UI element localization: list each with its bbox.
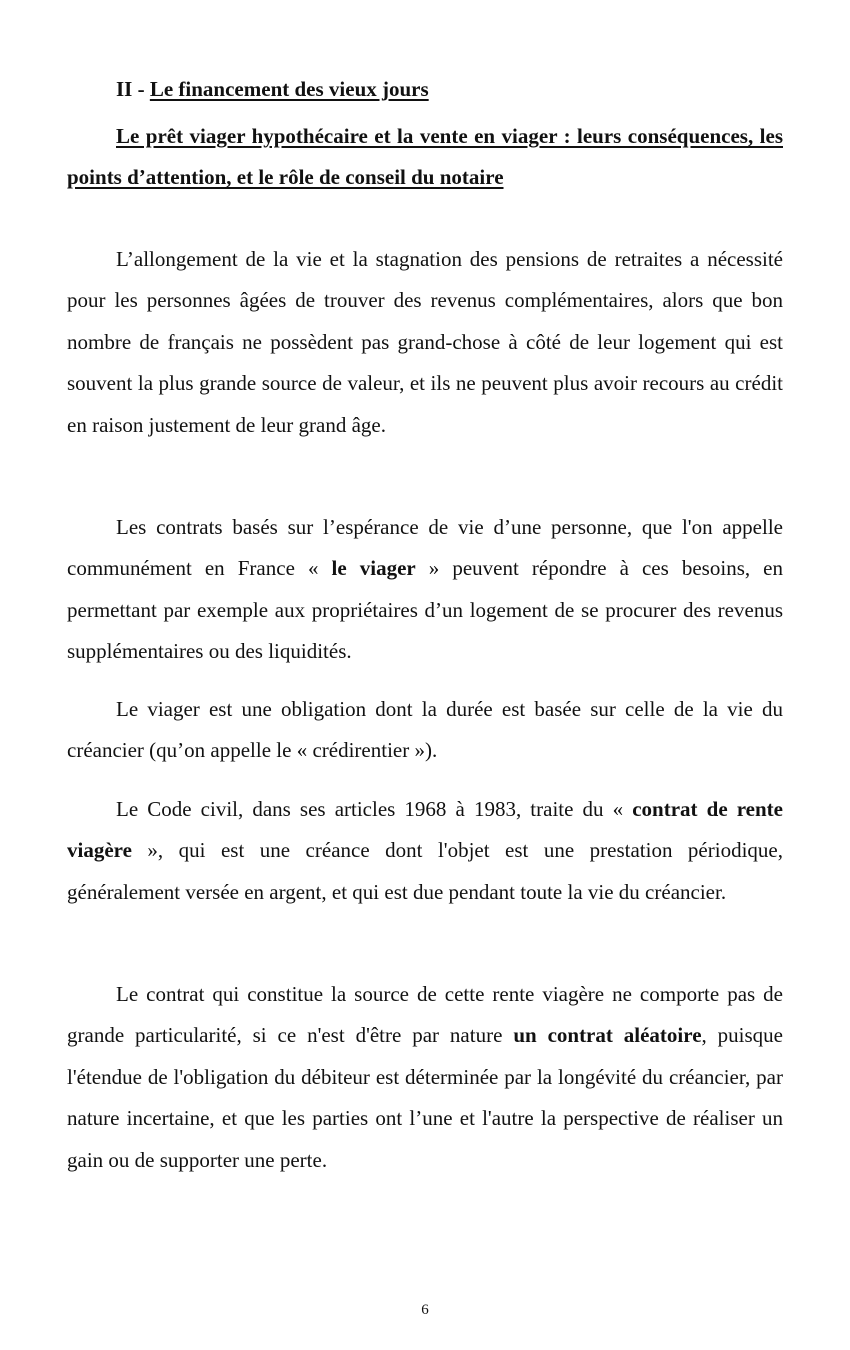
paragraph-3: Le viager est une obligation dont la durée est basée sur celle de la vie du créancier (qu’on appelle le « crédirentier »).	[67, 697, 783, 763]
section-heading	[116, 74, 429, 104]
paragraph-5-text-a: Le contrat qui constitue la source de cette rente viagère ne comporte pas de grande particularité, si ce n'est d'être par nature	[67, 982, 783, 1048]
section-subtitle: Le prêt viager hypothécaire et la vente en viager : leurs conséquences, les points d’attention, et le rôle de conseil du notaire	[67, 124, 783, 189]
paragraph-5-bold: un contrat aléatoire	[513, 1023, 702, 1048]
paragraph-4-text-a: Le Code civil, dans ses articles 1968 à 1983, traite du «	[116, 797, 633, 821]
paragraph-5-text-b: , puisque l'étendue de l'obligation du débiteur est déterminée par la longévité du créancier, par nature incertaine, et que les parties ont l’une et l'autre la perspective de réaliser un gain ou de supporter une perte.	[67, 1023, 784, 1172]
paragraph-4-text-b: », qui est une créance dont l'objet est une prestation périodique, généralement versée en argent, et qui est due pendant toute la vie du créancier.	[67, 838, 783, 904]
paragraph-5	[67, 974, 783, 1181]
paragraph-2-text-b: » peuvent répondre à ces besoins, en permettant par exemple aux propriétaires d’un logement de se procurer des revenus supplémentaires ou des liquidités.	[67, 556, 783, 664]
section-number: II -	[116, 77, 145, 101]
paragraph-2	[67, 507, 783, 673]
paragraph-4	[67, 789, 783, 913]
section-title: Le financement des vieux jours	[149, 77, 429, 101]
page-number: 6	[421, 1302, 429, 1318]
paragraph-2-bold: le viager	[331, 556, 416, 581]
paragraph-4-bold: contrat de rente viagère	[67, 797, 783, 863]
paragraph-1: L’allongement de la vie et la stagnation des pensions de retraites a nécessité pour les personnes âgées de trouver des revenus complémentaires, alors que bon nombre de français ne possèdent pas grand-chose à côté de leur logement qui est souvent la plus grande source de valeur, et ils ne peuvent plus avoir recours au crédit en raison justement de leur grand âge.	[67, 247, 783, 437]
paragraph-2-text-a: Les contrats basés sur l’espérance de vie d’une personne, que l'on appelle communément en France «	[67, 515, 783, 581]
